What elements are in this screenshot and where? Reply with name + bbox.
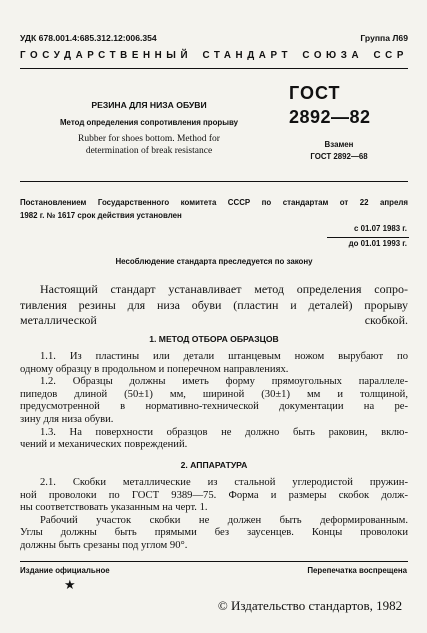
replaces-value: ГОСТ 2892—68 [310,152,368,161]
paragraph-line: должны быть срезаны под углом 90°. [20,539,188,551]
legal-warning: Несоблюдение стандарта преследуется по закону [115,257,313,266]
paragraph-line: пипедов длиной (50±1) мм, шириной (30±1) мм и толщиной, [20,388,408,400]
intro-line: тивления резины для низа обуви (пластин и деталей) прорыву [20,297,408,312]
paragraph-line: чений и механических повреждений. [20,439,188,451]
section2-body [20,477,408,553]
paragraph-line: ны соответствовать указанным на черт. 1. [20,502,208,514]
validity-to: до 01.01 1993 г. [348,239,407,248]
publisher-line: © Издательство стандартов, 1982 [217,598,403,613]
gost-label: ГОСТ [289,83,341,103]
title-en-line2: determination of break resistance [85,146,213,156]
udk-code: УДК 678.001.4:685.312.12:006.354 [20,33,157,43]
title-divider [20,181,408,182]
title-en-line1: Rubber for shoes bottom. Method for [78,134,220,144]
paragraph-line: ной проволоки по ГОСТ 9389—75. Форма и размеры скобок долж- [20,489,408,501]
validity-divider [327,237,409,238]
reprint-notice: Перепечатка воспрещена [307,566,407,575]
decree-line1: Постановлением Государственного комитета СССР по стандартам от 22 апреля [20,198,408,207]
paragraph-line: Рабочий участок скобки не должен быть деформированным. [40,514,408,526]
paragraph-line: Углы должны быть прямыми без заусенцев. Концы проволоки [20,527,408,539]
section1-heading: 1. МЕТОД ОТБОРА ОБРАЗЦОВ [149,334,279,344]
official-edition: Издание официальное [20,566,110,575]
section2-heading: 2. АППАРАТУРА [180,460,248,470]
paragraph-line: 1.1. Из пластины или детали штанцевым ножом вырубают по [40,351,408,362]
intro-line: Настоящий стандарт устанавливает метод определения сопро- [40,282,408,296]
paragraph-line: предусмотренной в нормативно-технической документации на ре- [20,401,408,413]
paragraph-line: зину для низа обуви. [20,413,114,425]
subtitle-ru: Метод определения сопротивления прорыву [59,118,239,127]
section1-body [20,351,408,452]
title-ru: РЕЗИНА ДЛЯ НИЗА ОБУВИ [91,100,207,110]
paragraph-line: 1.2. Образцы должны иметь форму прямоугольных параллеле- [40,376,408,388]
header-divider [20,68,408,69]
intro-line: металлической скобкой. [20,313,408,328]
paragraph-line: 1.3. На поверхности образцов не должно быть раковин, вклю- [40,426,408,438]
intro-paragraph [20,282,408,329]
footer-divider [20,561,408,562]
paragraph-line: 2.1. Скобки металлические из стальной углеродистой пружин- [40,477,408,488]
paragraph-line: одному образцу в продольном и поперечном направлениях. [20,363,289,375]
replaces-label: Взамен [324,140,354,149]
star-icon: ★ [64,578,76,593]
decree-line2: 1982 г. № 1617 срок действия установлен [20,211,182,220]
group-code: Группа Л69 [360,33,408,43]
validity-from: с 01.07 1983 г. [354,224,407,233]
standard-title: ГОСУДАРСТВЕННЫЙ СТАНДАРТ СОЮЗА ССР [20,50,408,61]
gost-number: 2892—82 [289,107,371,127]
